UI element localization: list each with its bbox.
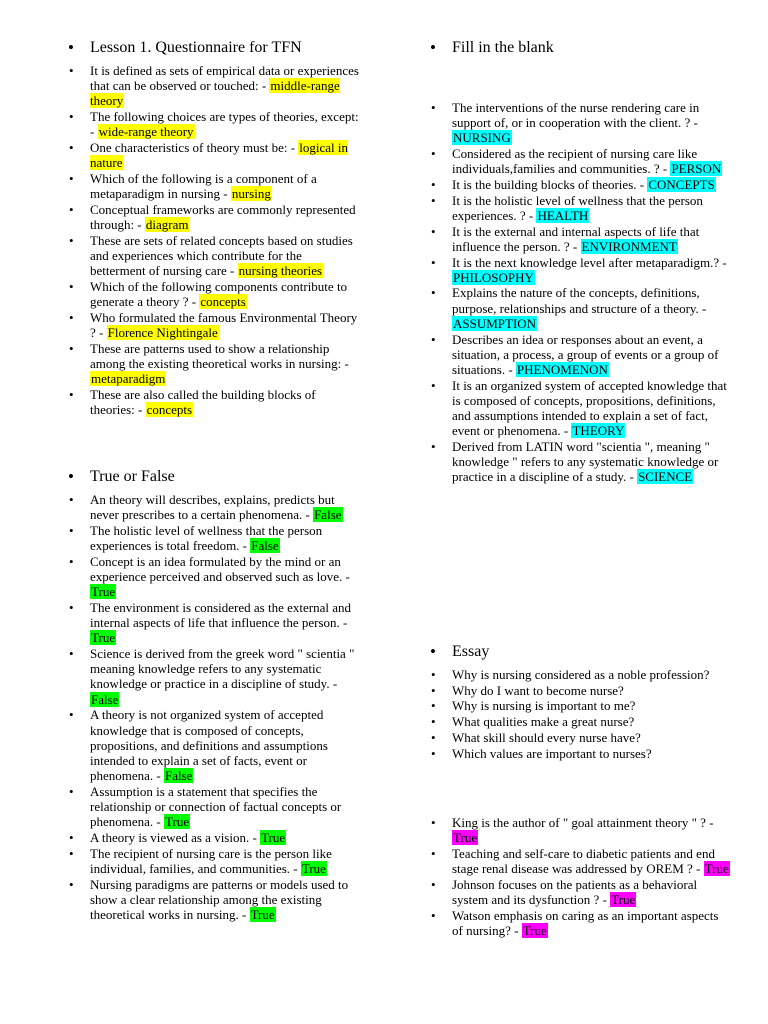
list-item (430, 146, 730, 176)
question-text: An theory will describes, explains, predicts but never prescribes to a certain phenomena. - (90, 492, 335, 523)
highlighted-answer: True (704, 861, 729, 877)
question-text: What skill should every nurse have? (452, 729, 641, 745)
highlighted-answer: False (251, 538, 279, 554)
list-item (68, 233, 360, 279)
question-text: Nursing paradigms are patterns or models used to show a clear relationship among the existing theoretical works in nursing. - (90, 876, 349, 922)
question-text: Which of the following components contribute to generate a theory ? - (90, 278, 348, 310)
list-item (68, 63, 360, 109)
highlighted-answer: PHILOSOPHY (453, 269, 534, 285)
question-text: It is the external and internal aspects of life that influence the person. ? - (452, 223, 700, 254)
question-text: The holistic level of wellness that the person experiences is total freedom. - (90, 522, 323, 554)
highlighted-answer: PHENOMENON (516, 361, 608, 377)
list-item (68, 310, 360, 340)
list-item (68, 600, 360, 646)
list-item (68, 140, 360, 170)
fillblank-title: • Fill in the blank (430, 38, 730, 57)
list-item (68, 109, 360, 139)
question-text: The recipient of nursing care is the person like individual, families, and communities. - (90, 845, 332, 876)
list-item (68, 279, 360, 309)
highlighted-answer: False (165, 768, 193, 784)
question-text: Conceptual frameworks are commonly represented through: - (90, 201, 356, 233)
list-item (68, 492, 360, 522)
question-text: Derived from LATIN word "scientia ", meaning " knowledge " refers to any systematic knowledge or practice in a discipline of a study. - (452, 438, 719, 485)
question-text: Watson emphasis on caring as an important aspects of nursing? - (452, 907, 719, 938)
question-text: These are patterns used to show a relationship among the existing theoretical works in nursing: - (90, 340, 349, 371)
question-text: Science is derived from the greek word " scientia " meaning knowledge refers to any systematic knowledge or practice in a discipline of study. - (90, 646, 355, 692)
list-item (68, 646, 360, 707)
list-item (68, 877, 360, 923)
list-item (68, 554, 360, 600)
question-text: It is the building blocks of theories. - (452, 177, 648, 193)
question-text: Considered as the recipient of nursing care like individuals,families and communities. ? - (452, 146, 698, 177)
highlighted-answer: True (611, 892, 636, 908)
question-text: The interventions of the nurse rendering care in support of, or in cooperation with the client. ? - (452, 100, 700, 131)
highlighted-answer: NURSING (453, 130, 511, 146)
truefalse-title: • True or False (68, 467, 360, 486)
list-item (68, 171, 360, 201)
highlighted-answer: HEALTH (537, 207, 589, 223)
highlighted-answer: ENVIRONMENT (581, 238, 677, 254)
highlighted-answer: middle-range theory (90, 78, 340, 109)
extra-section (430, 815, 730, 939)
question-text: King is the author of " goal attainment theory " ? - (452, 815, 714, 830)
question-text: The environment is considered as the external and internal aspects of life that influence the person. - (90, 599, 351, 631)
list-item (430, 667, 730, 682)
highlighted-answer: nursing theories (238, 263, 323, 279)
list-item (68, 523, 360, 553)
highlighted-answer: PERSON (671, 161, 722, 177)
highlighted-answer: True (522, 922, 547, 938)
list-item (430, 255, 730, 285)
fillblank-list (430, 100, 730, 485)
lesson-title: • Lesson 1. Questionnaire for TFN (68, 38, 360, 57)
question-text: Concept is an idea formulated by the mind or an experience perceived and observed such as love. - (90, 553, 350, 585)
list-item (430, 332, 730, 378)
list-item (430, 908, 730, 938)
highlighted-answer: concepts (200, 294, 246, 310)
highlighted-answer: ASSUMPTION (453, 315, 537, 331)
list-item (68, 707, 360, 783)
question-text: Teaching and self-care to diabetic patients and end stage renal disease was addressed by OREM ? - (452, 845, 715, 877)
highlighted-answer: True (91, 584, 116, 600)
list-item (430, 683, 730, 698)
list-item (68, 846, 360, 876)
fillblank-list-wrap (430, 100, 730, 485)
list-item (430, 193, 730, 223)
question-text: It is the holistic level of wellness that the person experiences. ? - (452, 192, 703, 223)
truefalse-list (68, 492, 360, 922)
list-item (68, 202, 360, 232)
list-item (430, 224, 730, 254)
highlighted-answer: SCIENCE (638, 469, 693, 485)
highlighted-answer: Florence Nightingale (107, 324, 218, 340)
highlighted-answer: concepts (146, 401, 193, 417)
question-text: It is the next knowledge level after metaparadigm.? - (452, 254, 727, 270)
highlighted-answer: wide-range theory (98, 124, 194, 140)
list-item (68, 341, 360, 387)
list-item (68, 387, 360, 417)
list-item (430, 815, 730, 845)
highlighted-answer: False (314, 507, 342, 523)
highlighted-answer: True (165, 814, 190, 830)
list-item (430, 730, 730, 745)
list-item (430, 439, 730, 485)
question-text: A theory is viewed as a vision. - (90, 829, 261, 845)
list-item (430, 746, 730, 761)
list-item (68, 830, 360, 845)
question-text: Describes an idea or responses about an event, a situation, a process, a group of events or a group of situations. - (452, 331, 719, 377)
essay-list (430, 667, 730, 761)
question-text: One characteristics of theory must be: - (90, 140, 299, 156)
essay-section (430, 642, 730, 761)
question-text: Why is nursing considered as a noble profession? (452, 667, 710, 682)
list-item (430, 877, 730, 907)
question-text: Which of the following is a component of a metaparadigm in nursing - (90, 170, 317, 202)
question-text: Why do I want to become nurse? (452, 682, 624, 698)
truefalse-section (68, 467, 360, 923)
highlighted-answer: metaparadigm (91, 371, 166, 387)
lesson-list (68, 63, 360, 417)
highlighted-answer: True (301, 860, 326, 876)
extra-list (430, 815, 730, 938)
list-item (430, 698, 730, 713)
highlighted-answer: True (453, 830, 478, 846)
question-text: Explains the nature of the concepts, definitions, purpose, relationships and structure of a theory. - (452, 285, 707, 316)
question-text: Assumption is a statement that specifies the relationship or connection of factual concepts or phenomena. - (90, 783, 342, 830)
question-text: Johnson focuses on the patients as a behavioral system and its dysfunction ? - (452, 876, 698, 908)
question-text: These are sets of related concepts based on studies and experiences which contribute for the betterment of nursing care - (90, 232, 353, 279)
list-item (430, 378, 730, 439)
list-item (68, 784, 360, 830)
highlighted-answer: True (261, 829, 286, 845)
highlighted-answer: False (91, 691, 119, 707)
list-item (430, 285, 730, 331)
list-item (430, 177, 730, 192)
question-text: The following choices are types of theories, except: - (90, 109, 359, 140)
list-item (430, 714, 730, 729)
question-text: Which values are important to nurses? (452, 745, 652, 761)
question-text: What qualities make a great nurse? (452, 714, 635, 730)
question-text: It is defined as sets of empirical data or experiences that can be observed or touched: - (90, 63, 359, 94)
essay-title: • Essay (430, 642, 730, 661)
highlighted-answer: diagram (145, 217, 189, 233)
question-text: Why is nursing is important to me? (452, 698, 636, 714)
question-text: It is an organized system of accepted knowledge that is composed of concepts, propositions, definitions, and assumptions intended to explain a set of fact, event or phenomena. - (452, 377, 727, 439)
lesson-section (68, 38, 360, 418)
highlighted-answer: logical in nature (90, 140, 349, 171)
highlighted-answer: True (91, 630, 116, 646)
highlighted-answer: CONCEPTS (648, 177, 715, 193)
question-text: A theory is not organized system of accepted knowledge that is composed of concepts, propositions, and definitions and assumptions intended to explain a set of facts, event or phenomena. - (90, 707, 328, 784)
question-text: Who formulated the famous Environmental Theory ? - (90, 309, 358, 340)
fillblank-section (430, 38, 730, 63)
question-text: These are also called the building blocks of theories: - (90, 386, 316, 417)
highlighted-answer: True (250, 906, 275, 922)
list-item (430, 100, 730, 146)
list-item (430, 846, 730, 876)
highlighted-answer: nursing (231, 186, 271, 202)
highlighted-answer: THEORY (572, 423, 625, 439)
